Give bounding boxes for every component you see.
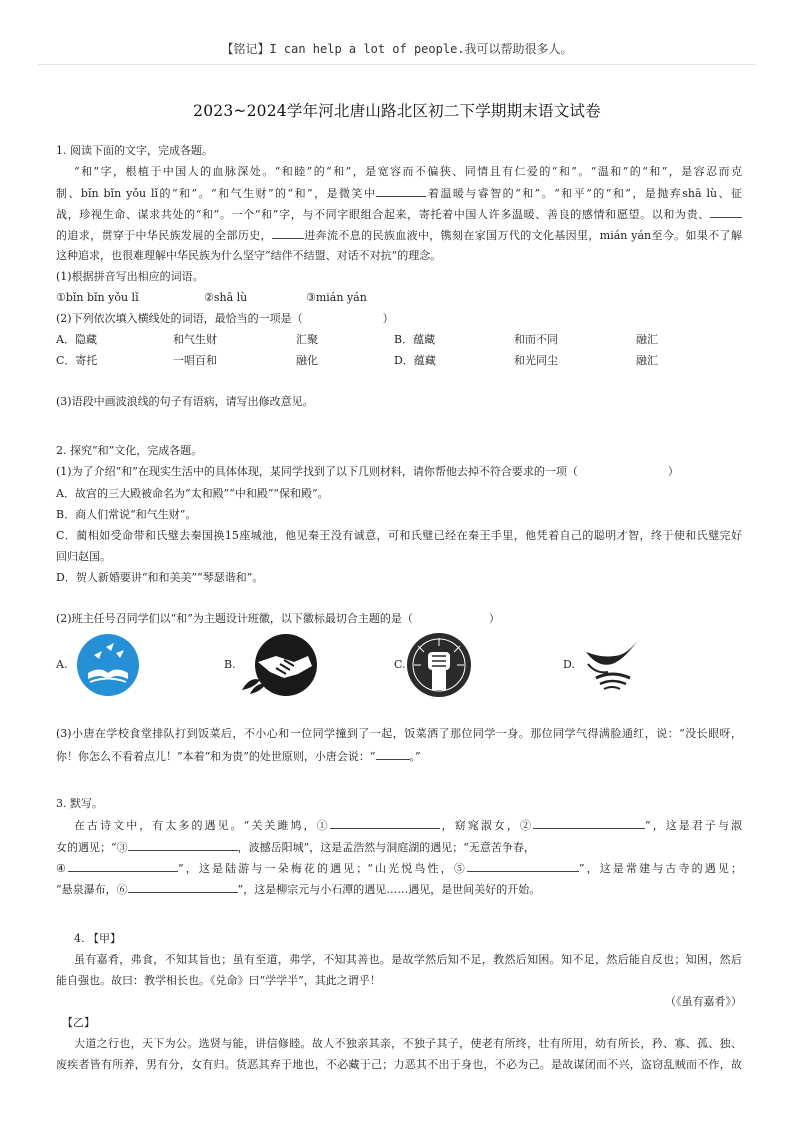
answer-blank[interactable] <box>376 186 426 197</box>
logo-option-d-dove[interactable] <box>582 634 642 694</box>
q4-text-line: 大道之行也，天下为公。选贤与能，讲信修睦。故人不独亲其亲，不独子其子，使老有所终，壮有所用，幼有所长，矜、寡、孤、独、 <box>74 1037 742 1050</box>
logo-option-b-handshake[interactable] <box>236 632 328 698</box>
q3-line: 女的遇见；“③ ，波撼岳阳城”，这是孟浩然与洞庭湖的遇见；“无意苦争春， <box>56 841 535 854</box>
answer-blank[interactable] <box>710 207 742 218</box>
q3-line: 在古诗文中，有太多的遇见。“关关雎鸠，① ，窈窕淑女，② ”，这是君子与淑 <box>74 819 743 832</box>
q3-line: “悬泉瀑布，⑥ ”，这是柳宗元与小石潭的遇见……遇见，是世间美好的开始。 <box>56 883 541 896</box>
q2-option-c-cont: 回归赵国。 <box>56 550 111 563</box>
option-a-word3: 汇聚 <box>296 333 318 346</box>
q2-sub2: (2)班主任号召同学们以“和”为主题设计班徽，以下徽标最切合主题的是（ ） <box>56 612 500 625</box>
header-motto: 【铭记】I can help a lot of people.我可以帮助很多人。 <box>221 42 573 56</box>
q1-sub1: (1)根据拼音写出相应的词语。 <box>56 270 204 283</box>
option-d[interactable]: D．蕴藏 <box>394 354 436 367</box>
q1-paragraph-line: “和”字，根植于中国人的血脉深处。“和睦”的“和”，是宽容而不偏狭、同情且有仁爱的“和”。“温和”的“和”，是容忍而克 <box>74 165 742 178</box>
answer-blank[interactable] <box>533 818 645 829</box>
option-a[interactable]: A．隐藏 <box>56 333 97 346</box>
q4-yi-heading: 【乙】 <box>62 1016 95 1029</box>
q1-heading: 1. 阅读下面的文字，完成各题。 <box>56 144 213 157</box>
answer-blank[interactable] <box>376 749 410 760</box>
q2-option-d[interactable]: D．贺人新婚要讲“和和美美”“琴瑟谐和”。 <box>56 571 264 584</box>
q2-sub1: (1)为了介绍“和”在现实生活中的具体体现，某同学找到了以下几则材料，请你帮他去掉不符合要求的一项（ ） <box>56 465 679 478</box>
q1-sub2: (2)下列依次填入横线处的词语，最恰当的一项是（ ） <box>56 312 394 325</box>
answer-blank[interactable] <box>272 228 304 239</box>
q1-paragraph-line: 战，珍视生命、谋求共处的“和”。一个“和”字，与不同字眼组合起来，寄托着中国人许多温暖、善良的感情和愿望。以和为贵、 <box>56 207 742 222</box>
q1-sub3: (3)语段中画波浪线的句子有语病，请写出修改意见。 <box>56 395 314 408</box>
option-b-word3: 融汇 <box>636 333 658 346</box>
answer-blank[interactable] <box>330 818 440 829</box>
option-d-word2: 和光同尘 <box>514 354 558 367</box>
q2-sub3: (3)小唐在学校食堂排队打到饭菜后，不小心和一位同学撞到了一起，饭菜洒了那位同学一身。那位同学气得满脸通红，说：“没长眼呀， <box>56 727 742 740</box>
page-title: 2023~2024学年河北唐山路北区初二下学期期末语文试卷 <box>193 102 601 120</box>
pinyin-item: ②shā lù <box>204 291 248 304</box>
q4-source: （《虽有嘉肴》） <box>665 995 742 1008</box>
option-c-word2: 一唱百和 <box>173 354 217 367</box>
q4-text-line: 能自强也。故曰：教学相长也。《兑命》曰“学学半”，其此之谓乎！ <box>56 974 381 987</box>
logo-option-c-fist[interactable] <box>406 632 472 698</box>
pinyin-item: ①bǐn bǐn yǒu lǐ <box>56 291 139 304</box>
option-d-word3: 融汇 <box>636 354 658 367</box>
q2-option-a[interactable]: A．故宫的三大殿被命名为“太和殿”“中和殿”“保和殿”。 <box>56 487 329 500</box>
q2-sub3-cont: 你！你怎么不看着点儿！”本着“和为贵”的处世原则，小唐会说：“ 。” <box>56 750 421 763</box>
q3-line: ④ ”，这是陆游与一朵梅花的遇见；“山光悦鸟性，⑤ ”，这是常建与古寺的遇见； <box>56 862 742 875</box>
answer-blank[interactable] <box>68 861 178 872</box>
q1-paragraph-line: 这种追求，也很难理解中华民族为什么坚守“结伴不结盟、对话不对抗”的理念。 <box>56 249 442 262</box>
q4-text-line: 虽有嘉肴，弗食，不知其旨也；虽有至道，弗学，不知其善也。是故学然后知不足，教然后知困。知不足，然后能自反也；知困，然后 <box>74 953 742 966</box>
option-c[interactable]: C．寄托 <box>56 354 98 367</box>
answer-blank[interactable] <box>128 840 238 851</box>
option-b[interactable]: B．蕴藏 <box>394 333 436 346</box>
header-divider <box>38 64 756 65</box>
answer-blank[interactable] <box>467 861 579 872</box>
logo-option-c-label: C. <box>394 658 406 671</box>
q4-heading: 4. 【甲】 <box>74 932 121 945</box>
q2-heading: 2. 探究“和”文化，完成各题。 <box>56 444 203 457</box>
logo-option-d-label: D. <box>563 658 575 671</box>
logo-option-b-label: B. <box>224 658 236 671</box>
q2-option-b[interactable]: B．商人们常说“和气生财”。 <box>56 508 197 521</box>
logo-option-a-emblem[interactable] <box>76 633 140 697</box>
option-a-word2: 和气生财 <box>173 333 217 346</box>
q4-text-line: 废疾者皆有所养，男有分，女有归。货恶其弃于地也，不必藏于己；力恶其不出于身也，不必为己。是故谋闭而不兴，盗窃乱贼而不作，故 <box>56 1058 742 1071</box>
answer-blank[interactable] <box>128 882 238 893</box>
option-c-word3: 融化 <box>296 354 318 367</box>
pinyin-item: ③mián yán <box>306 291 367 304</box>
q1-paragraph-line: 制、bǐn bǐn yǒu lǐ的“和”。“和气生财”的“和”，是微笑中 着温暖与睿智的“和”。“和平”的“和”，是抛弃shā lù、征 <box>56 187 742 200</box>
option-b-word2: 和而不同 <box>514 333 558 346</box>
logo-option-a-label: A. <box>56 658 68 671</box>
q2-option-c[interactable]: C．蔺相如受命带和氏璧去秦国换15座城池，他见秦王没有诚意，可和氏璧已经在秦王手里，他凭着自己的聪明才智，终于使和氏璧完好 <box>56 529 742 542</box>
q3-heading: 3. 默写。 <box>56 797 103 810</box>
q1-paragraph-line: 的追求，贯穿于中华民族发展的全部历史， 进奔流不息的民族血液中，镌刻在家国万代的文化基因里，mián yán至今。如果不了解 <box>56 229 743 242</box>
